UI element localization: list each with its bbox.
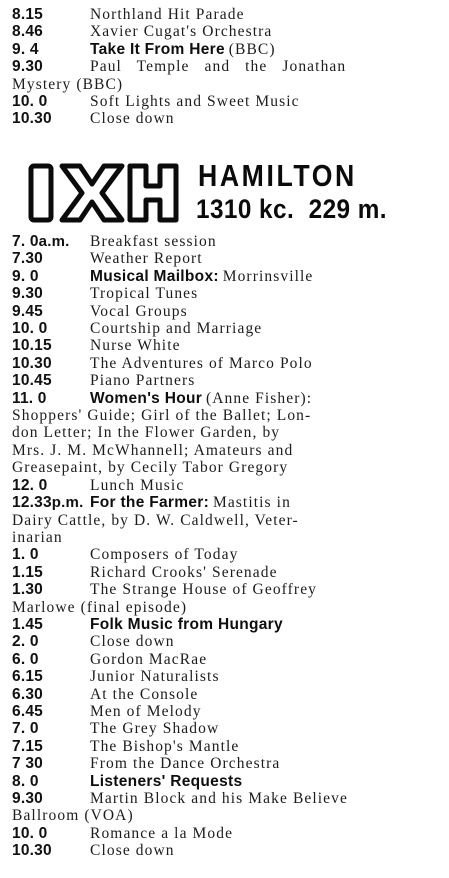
program-time: 9. 4 [12,40,39,58]
program-time: 12.33p.m. [12,494,84,512]
program-time: 9.45 [12,302,43,320]
listing-row [12,285,442,302]
program-title: From the Dance Orchestra [90,755,281,773]
program-time: 1.15 [12,563,43,581]
listing-row [12,842,442,859]
program-time: 10.15 [12,337,52,355]
station-wavelength: 229 m. [308,194,387,224]
program-time: 8.46 [12,23,43,41]
station-name: HAMILTON [198,158,357,193]
previous-station-listing [12,6,442,128]
program-time: 7 30 [12,755,43,773]
program-bold-title: Listeners' Requests [90,772,243,790]
listing-row [12,703,442,720]
program-bold-title: Musical Mailbox: [90,267,219,285]
program-time: 9.30 [12,285,43,303]
hamilton-program-listing [12,233,442,860]
program-continuation: Mrs. J. M. McWhannell; Amateurs and [12,441,294,459]
program-continuation: Ballroom (VOA) [12,807,134,825]
program-time: 2. 0 [12,633,39,651]
program-title: Men of Melody [90,702,202,720]
listing-row [12,633,442,650]
program-time: 9. 0 [12,267,39,285]
program-time: 7. 0a.m. [12,233,70,250]
listing-row [12,477,442,494]
listing-row [12,773,442,790]
program-title: Gordon MacRae [90,650,208,668]
program-title: Tropical Tunes [90,285,199,303]
listing-row [12,686,442,703]
program-time: 1.45 [12,615,43,633]
program-time: 9.30 [12,58,43,76]
program-title: The Strange House of Geoffrey [90,581,318,599]
program-time: 6.45 [12,702,43,720]
listing-row [12,250,442,267]
listing-row [12,355,442,372]
program-title: Soft Lights and Sweet Music [90,93,300,111]
program-time: 6. 0 [12,650,39,668]
program-time: 7. 0 [12,720,39,738]
program-continuation: Marlowe (final episode) [12,598,188,616]
listing-row [12,564,442,581]
program-time: 12. 0 [12,476,48,494]
listing-row [12,390,442,407]
program-time: 10.30 [12,842,52,860]
call-sign-text: 1XH [28,160,30,161]
listing-row [12,494,442,511]
program-title: Vocal Groups [90,302,188,320]
program-title: Take It From Here [90,40,225,58]
program-title: Nurse White [90,337,181,355]
program-title: Close down [90,110,175,128]
program-title: Weather Report [90,250,203,268]
listing-row [12,668,442,685]
station-frequency: 1310 kc. [196,194,295,224]
program-continuation: don Letter; In the Flower Garden, by [12,424,281,442]
program-title: Morrinsville [222,267,314,285]
listing-row [12,337,442,354]
station-frequency-line [196,194,387,225]
program-title: Close down [90,633,175,651]
program-time: 10.30 [12,354,52,372]
listing-row [12,738,442,755]
listing-row [12,110,442,127]
program-continuation: Shoppers' Guide; Girl of the Ballet; Lon- [12,407,312,425]
listing-row [12,651,442,668]
program-bold-title: For the Farmer: [90,494,210,512]
listing-row [12,790,442,807]
listing-row [12,6,442,23]
program-title: Breakfast session [90,233,217,250]
listing-row [12,23,442,40]
program-time: 7.15 [12,737,43,755]
station-call-sign-logo [28,160,182,226]
program-title: The Adventures of Marco Polo [90,354,313,372]
program-title: Junior Naturalists [90,668,220,686]
program-suffix: (BBC) [228,40,276,58]
program-title: The Grey Shadow [90,720,220,738]
program-title: Courtship and Marriage [90,320,263,338]
program-continuation: inarian [12,528,63,546]
program-title: (Anne Fisher): [205,389,313,407]
listing-row [12,372,442,389]
program-continuation: Greasepaint, by Cecily Tabor Gregory [12,459,289,477]
program-title: At the Console [90,685,199,703]
listing-row [12,303,442,320]
program-time: 10.45 [12,372,52,390]
program-time: 1. 0 [12,546,39,564]
listing-row [12,320,442,337]
program-time: 6.15 [12,668,43,686]
program-title: Composers of Today [90,546,239,564]
listing-row [12,93,442,110]
listing-row [12,268,442,285]
program-time: 6.30 [12,685,43,703]
listing-row [12,825,442,842]
listing-row [12,41,442,58]
program-bold-title: Folk Music from Hungary [90,615,283,633]
program-time: 9.30 [12,790,43,807]
program-bold-title: Women's Hour [90,389,203,407]
program-title: Piano Partners [90,372,196,390]
program-time: 7.30 [12,250,43,268]
program-time: 11. 0 [12,389,47,407]
program-time: 1.30 [12,581,43,599]
listing-row [12,546,442,563]
program-time: 10. 0 [12,93,48,111]
program-title: Mastitis in [212,494,291,512]
program-title: The Bishop's Mantle [90,737,240,755]
program-title: Romance a la Mode [90,824,234,842]
listing-row [12,58,442,75]
program-continuation: Dairy Cattle, by D. W. Caldwell, Veter- [12,511,299,529]
listing-row [12,233,442,250]
program-title: Lunch Music [90,476,185,494]
program-time: 8. 0 [12,772,39,790]
listing-row [12,720,442,737]
listing-row [12,581,442,598]
program-title: Martin Block and his Make Believe [90,790,348,807]
program-time: 10. 0 [12,320,48,338]
program-title: Northland Hit Parade [90,6,245,23]
program-title: Paul Temple and the Jonathan [90,58,347,76]
program-time: 10. 0 [12,824,48,842]
program-continuation: Mystery (BBC) [12,75,124,93]
station-header [28,158,438,230]
listing-row [12,755,442,772]
program-time: 8.15 [12,6,43,23]
program-title: Close down [90,842,175,860]
program-time: 10.30 [12,110,52,128]
program-title: Richard Crooks' Serenade [90,563,278,581]
listing-row [12,616,442,633]
program-title: Xavier Cugat's Orchestra [90,23,273,41]
